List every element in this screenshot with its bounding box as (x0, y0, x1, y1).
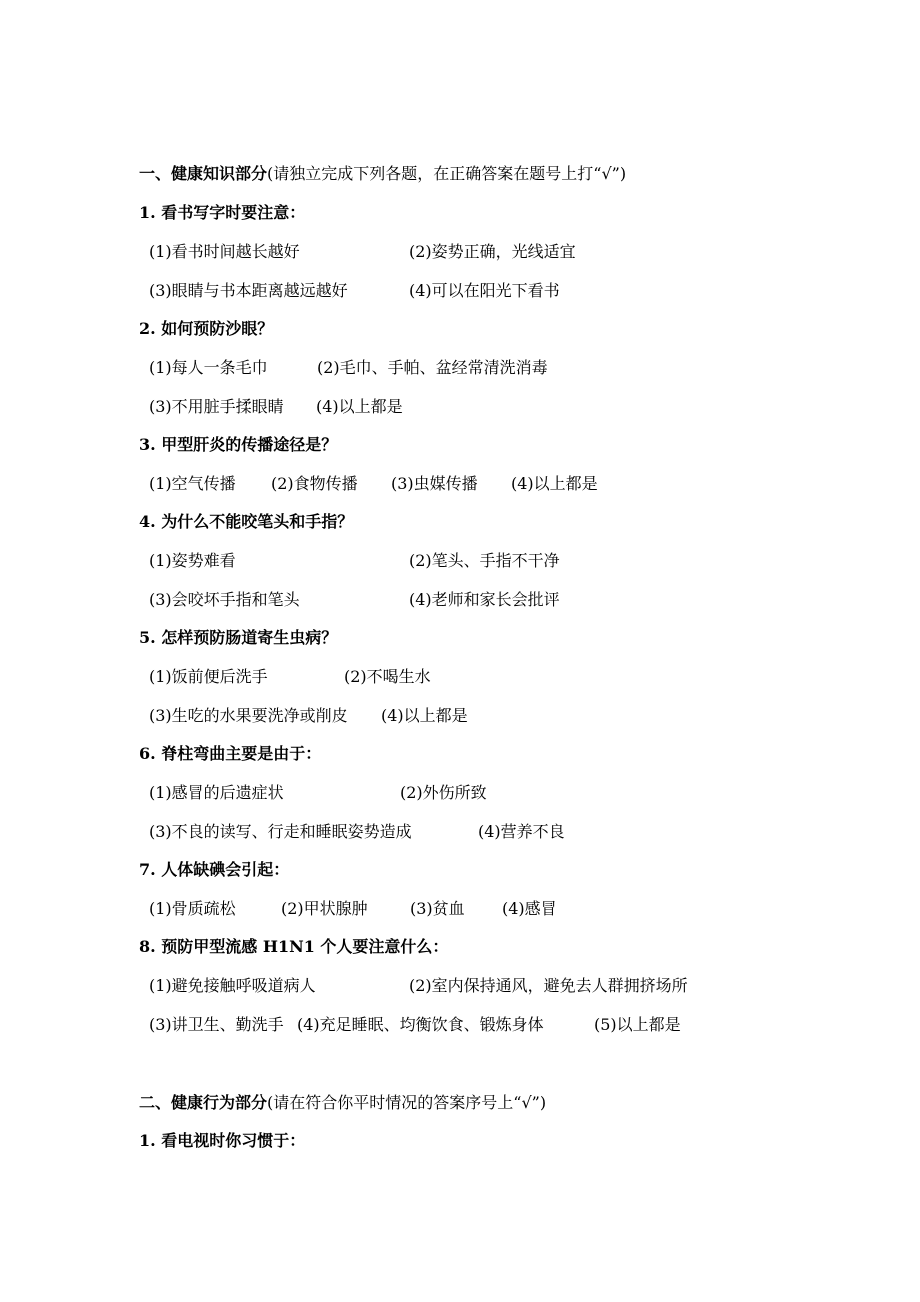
q1-option-2: (2)姿势正确，光线适宜 (409, 242, 576, 261)
section-1-note: (请独立完成下列各题，在正确答案在题号上打“√”) (267, 164, 627, 183)
q8-option-1: (1)避免接触呼吸道病人 (149, 976, 316, 995)
q1-option-4: (4)可以在阳光下看书 (409, 281, 560, 300)
q7-option-1: (1)骨质疏松 (149, 899, 236, 918)
section-2-heading (139, 1093, 546, 1115)
q6-option-4: (4)营养不良 (478, 822, 565, 841)
question-7: 7. 人体缺碘会引起： (139, 860, 290, 879)
q2-option-2: (2)毛巾、手帕、盆经常清洗消毒 (317, 358, 548, 377)
q6-option-2: (2)外伤所致 (400, 783, 487, 802)
q6-option-3: (3)不良的读写、行走和睡眠姿势造成 (149, 822, 412, 841)
q1-option-3: (3)眼睛与书本距离越远越好 (149, 281, 348, 300)
q5-option-3: (3)生吃的水果要洗净或削皮 (149, 706, 348, 725)
q4-option-2: (2)笔头、手指不干净 (409, 551, 560, 570)
section-2-question-1: 1. 看电视时你习惯于： (139, 1131, 306, 1150)
question-5: 5. 怎样预防肠道寄生虫病？ (139, 628, 338, 647)
q5-option-2: (2)不喝生水 (344, 667, 431, 686)
q8-option-2: (2)室内保持通风，避免去人群拥挤场所 (409, 976, 688, 995)
q3-option-4: (4)以上都是 (511, 474, 598, 493)
q7-option-3: (3)贫血 (410, 899, 465, 918)
q2-option-1: (1)每人一条毛巾 (149, 358, 268, 377)
q4-option-4: (4)老师和家长会批评 (409, 590, 560, 609)
section-1-heading (139, 164, 626, 186)
q3-option-3: (3)虫媒传播 (391, 474, 478, 493)
q7-option-2: (2)甲状腺肿 (281, 899, 368, 918)
question-6: 6. 脊柱弯曲主要是由于： (139, 744, 322, 763)
question-2: 2. 如何预防沙眼？ (139, 319, 274, 338)
section-2-note: (请在符合你平时情况的答案序号上“√”) (267, 1093, 547, 1112)
q2-option-3: (3)不用脏手揉眼睛 (149, 397, 284, 416)
q8-option-5: (5)以上都是 (594, 1015, 681, 1034)
q3-option-2: (2)食物传播 (271, 474, 358, 493)
question-4: 4. 为什么不能咬笔头和手指？ (139, 512, 354, 531)
q5-option-4: (4)以上都是 (381, 706, 468, 725)
q5-option-1: (1)饭前便后洗手 (149, 667, 268, 686)
q4-option-1: (1)姿势难看 (149, 551, 236, 570)
q8-option-3: (3)讲卫生、勤洗手 (149, 1015, 284, 1034)
q6-option-1: (1)感冒的后遗症状 (149, 783, 284, 802)
section-2-title: 二、健康行为部分 (139, 1093, 268, 1112)
section-1-title: 一、健康知识部分 (139, 164, 268, 183)
question-1: 1. 看书写字时要注意： (139, 203, 306, 222)
question-8: 8. 预防甲型流感 H1N1 个人要注意什么： (139, 937, 449, 956)
question-3: 3. 甲型肝炎的传播途径是？ (139, 435, 338, 454)
q1-option-1: (1)看书时间越长越好 (149, 242, 300, 261)
q8-option-4: (4)充足睡眠、均衡饮食、锻炼身体 (297, 1015, 544, 1034)
q7-option-4: (4)感冒 (502, 899, 557, 918)
q4-option-3: (3)会咬坏手指和笔头 (149, 590, 300, 609)
q2-option-4: (4)以上都是 (316, 397, 403, 416)
q3-option-1: (1)空气传播 (149, 474, 236, 493)
